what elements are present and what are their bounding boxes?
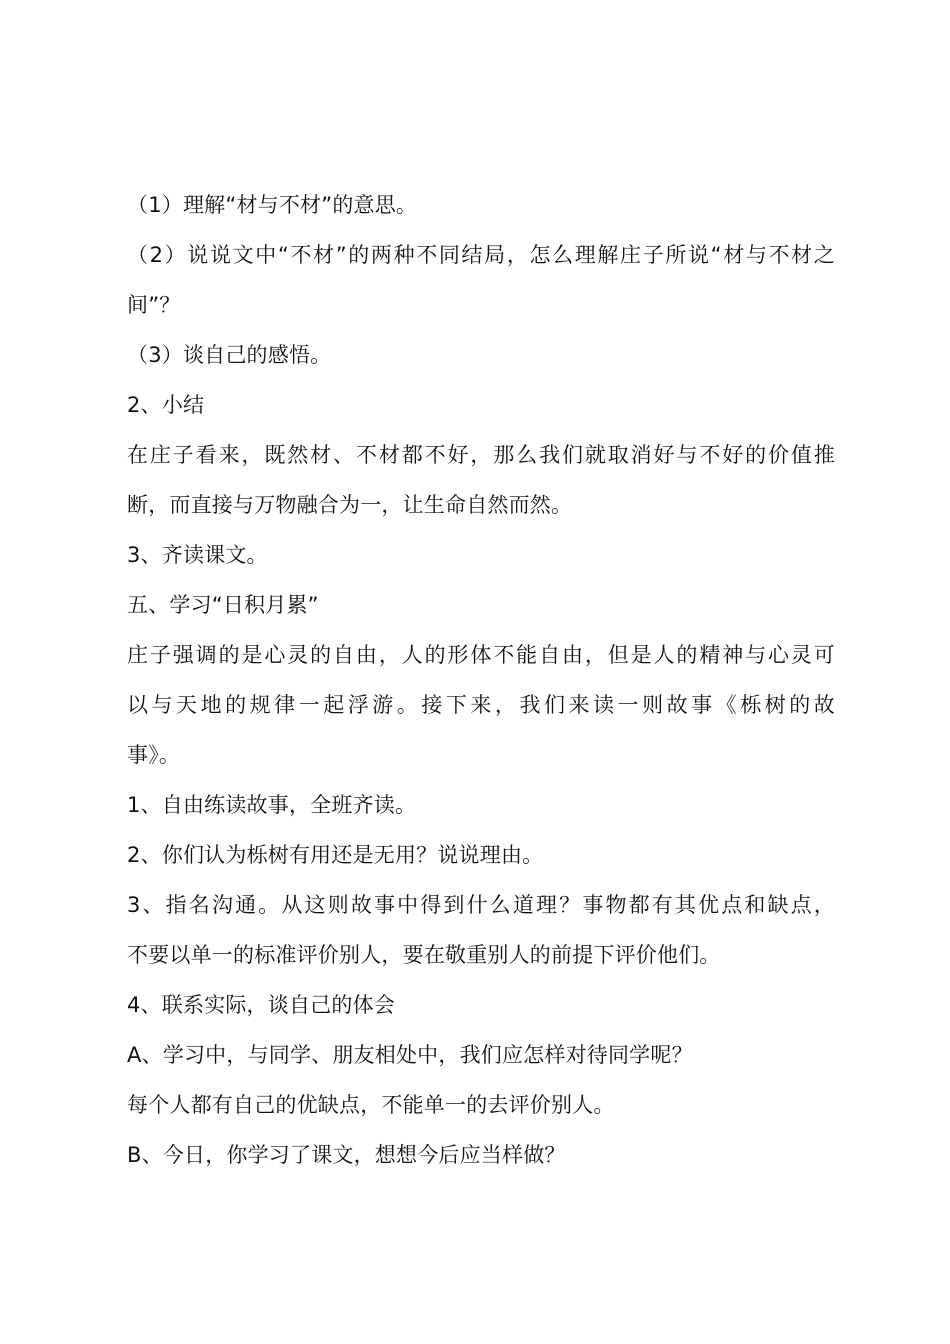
text-line-zhuangzi-2: 以与天地的规律一起浮游。接下来，我们来读一则故事《栎树的故 <box>127 693 835 717</box>
text-line-summary-body-cont: 断，而直接与万物融合为一，让生命自然而然。 <box>127 493 573 517</box>
text-line-sub-1: （1）理解“材与不材”的意思。 <box>127 193 418 217</box>
text-line-summary-body: 在庄子看来，既然材、不材都不好，那么我们就取消好与不好的价值推 <box>127 443 835 467</box>
text-line-summary-heading: 2、小结 <box>127 393 205 417</box>
text-line-sub-2-cont: 间”？ <box>127 293 181 317</box>
text-line-step-4: 4、联系实际，谈自己的体会 <box>127 993 395 1017</box>
text-line-step-2: 2、你们认为栎树有用还是无用？说说理由。 <box>127 843 544 867</box>
section-heading-five: 五、学习“日积月累” <box>127 593 319 617</box>
document-body <box>127 180 835 1180</box>
text-line-sub-2: （2）说说文中“不材”的两种不同结局，怎么理解庄子所说“材与不材之 <box>127 243 835 267</box>
text-line-answer-a: 每个人都有自己的优缺点，不能单一的去评价别人。 <box>127 1093 615 1117</box>
text-line-step-3: 3、指名沟通。从这则故事中得到什么道理？事物都有其优点和缺点， <box>127 893 835 917</box>
text-line-question-b: B、今日，你学习了课文，想想今后应当样做？ <box>127 1143 566 1167</box>
text-line-step-1: 1、自由练读故事，全班齐读。 <box>127 793 417 817</box>
text-line-zhuangzi-3: 事》。 <box>127 743 181 767</box>
text-line-zhuangzi-1: 庄子强调的是心灵的自由，人的形体不能自由，但是人的精神与心灵可 <box>127 643 835 667</box>
text-line-sub-3: （3）谈自己的感悟。 <box>127 343 332 367</box>
text-line-read-aloud: 3、齐读课文。 <box>127 543 268 567</box>
text-line-step-3-cont: 不要以单一的标准评价别人，要在敬重别人的前提下评价他们。 <box>127 943 721 967</box>
text-line-question-a: A、学习中，与同学、朋友相处中，我们应怎样对待同学呢？ <box>127 1043 693 1067</box>
